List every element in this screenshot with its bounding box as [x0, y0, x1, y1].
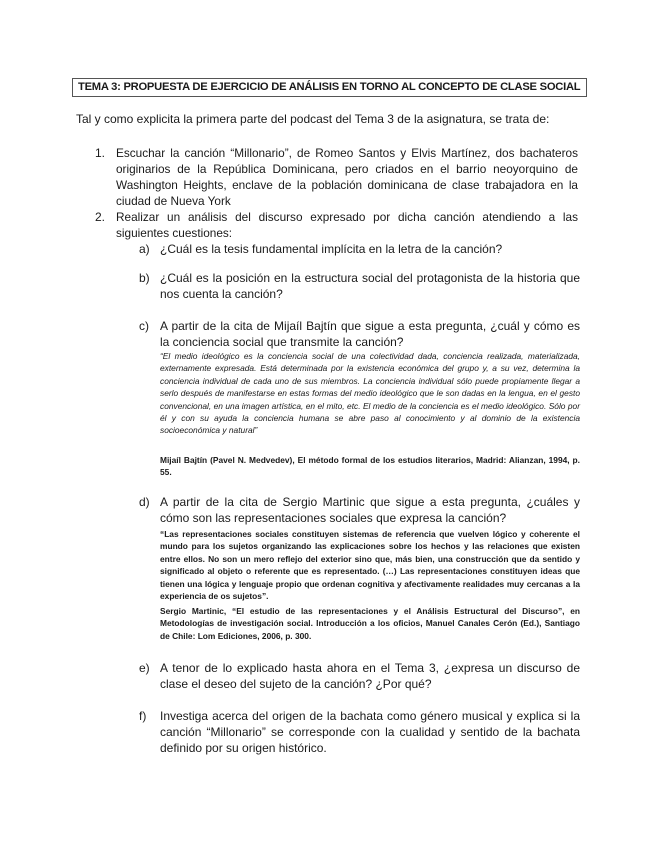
list-number-1: 1. — [95, 146, 106, 160]
list-item-2-text: Realizar un análisis del discurso expresado por dicha canción atendiendo a las siguientes cuestiones: — [116, 210, 578, 240]
quote-martinic: “Las representaciones sociales constituyen sistemas de referencia que vuelven lógico y coherente el mundo para los sujetos organizando las explicaciones sobre los hechos y las relaciones que existen entre ellos. No son un mero reflejo del exterior sino que, más bien, una construcción que da sentido y significado al objeto o referente que es representado. (…) Las representaciones constituyen ideas que tienen una lógica y lenguaje propio que ordenan cognitiva y afectivamente realidades muy cercanas a la experiencia de os sujetos”. — [160, 529, 580, 602]
question-letter-e: e) — [139, 661, 150, 675]
list-item-1-text: Escuchar la canción “Millonario”, de Romeo Santos y Elvis Martínez, dos bachateros originarios de la República Dominicana, pero criados en el barrio neoyorquino de Washington Heights, enclave de la población dominicana de clase trabajadora en la ciudad de Nueva York — [116, 146, 578, 208]
intro-paragraph: Tal y como explicita la primera parte del podcast del Tema 3 de la asignatura, se trata de: — [76, 112, 550, 126]
question-b-text: ¿Cuál es la posición en la estructura social del protagonista de la historia que nos cuenta la canción? — [160, 271, 580, 301]
page-title: TEMA 3: PROPUESTA DE EJERCICIO DE ANÁLISIS EN TORNO AL CONCEPTO DE CLASE SOCIAL — [72, 78, 587, 97]
question-letter-d: d) — [139, 495, 150, 509]
question-a-text: ¿Cuál es la tesis fundamental implícita en la letra de la canción? — [160, 242, 503, 256]
question-letter-f: f) — [139, 709, 147, 723]
question-letter-a: a) — [139, 242, 150, 256]
citation-martinic: Sergio Martinic, “El estudio de las representaciones y el Análisis Estructural del Discurso”, en Metodologías de investigación social. Introducción a los oficios, Manuel Canales Cerón (Ed.), Santiago de Chile: Lom Ediciones, 2006, p. 300. — [160, 606, 580, 641]
citation-bajtin: Mijaíl Bajtín (Pavel N. Medvedev), El método formal de los estudios literarios, Madrid: Alianzan, 1994, p. 55. — [160, 455, 580, 478]
question-e-text: A tenor de lo explicado hasta ahora en el Tema 3, ¿expresa un discurso de clase el deseo del sujeto de la canción? ¿Por qué? — [160, 661, 580, 691]
question-c-text: A partir de la cita de Mijaíl Bajtín que sigue a esta pregunta, ¿cuál y cómo es la conciencia social que transmite la canción? — [160, 319, 580, 349]
question-f-text: Investiga acerca del origen de la bachata como género musical y explica si la canción “Millonario” se corresponde con la cualidad y sentido de la bachata definido por su origen histórico. — [160, 709, 580, 755]
question-letter-b: b) — [139, 271, 150, 285]
quote-bajtin: “El medio ideológico es la conciencia social de una colectividad dada, conciencia realizada, materializada, externamente expresada. Está determinada por la existencia económica del grupo y, a su vez, determina la conciencia individual de cada uno de sus miembros. La conciencia individual sólo puede propiamente llegar a serlo después de manifestarse en estas formas del medio ideológico que le son dadas en la lengua, en el gesto convencional, en una imagen artística, en el mito, etc. El medio de la conciencia es el medio ideológico. Sólo por él y con su ayuda la conciencia humana se abre paso al conocimiento y al dominio de la existencia socioeconómica y natural” — [160, 351, 580, 436]
question-letter-c: c) — [139, 319, 149, 333]
question-d-text: A partir de la cita de Sergio Martinic que sigue a esta pregunta, ¿cuáles y cómo son las representaciones sociales que expresa la canción? — [160, 495, 580, 525]
list-number-2: 2. — [95, 210, 106, 224]
